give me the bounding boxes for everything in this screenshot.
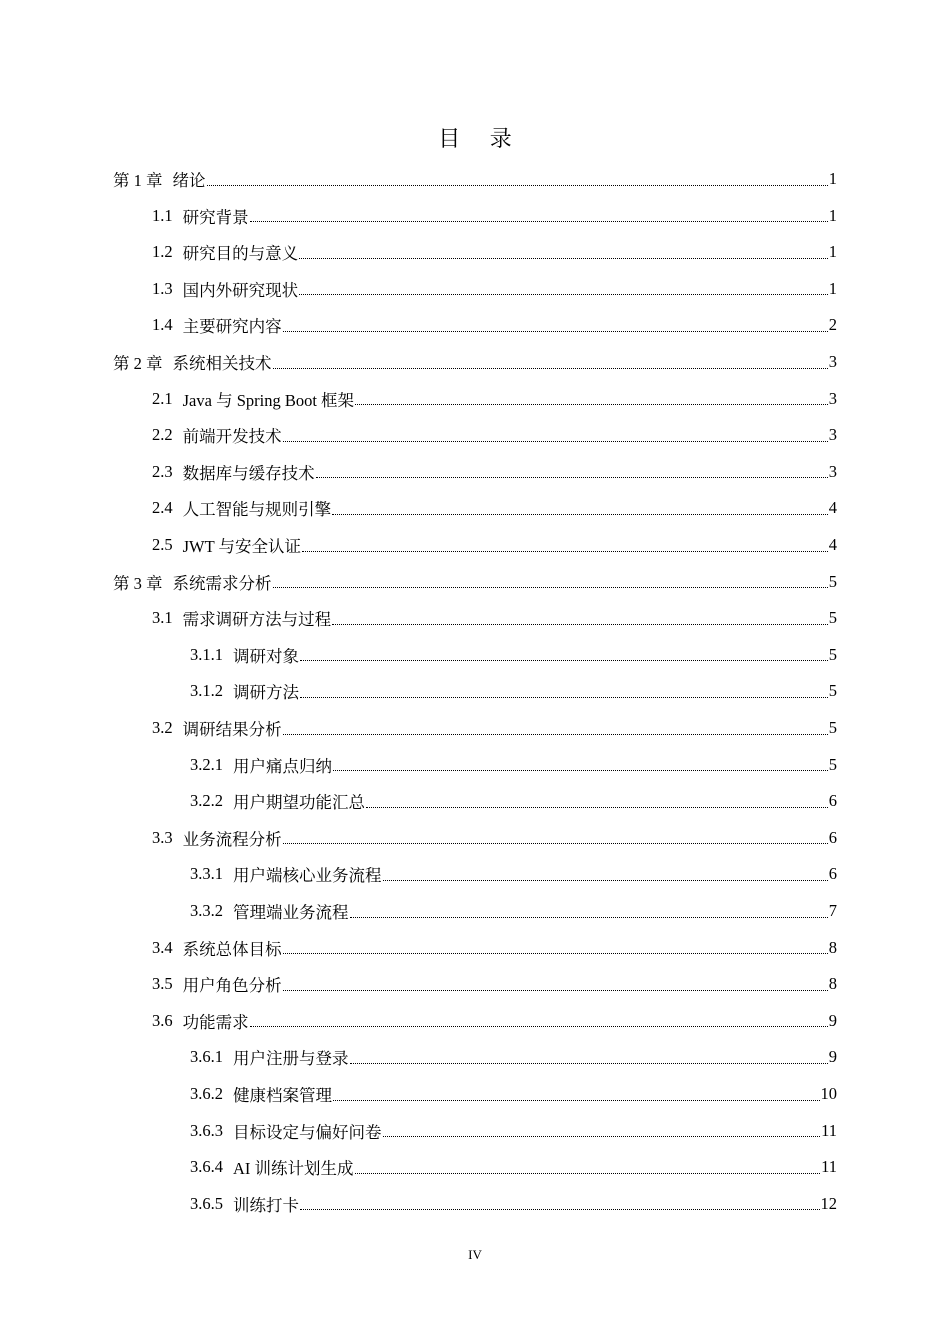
toc-entry[interactable] — [113, 564, 837, 600]
dot-leader — [333, 1100, 820, 1101]
toc-entry-number: 1.2 — [152, 242, 173, 262]
dot-leader — [350, 917, 828, 918]
toc-entry-page: 5 — [828, 718, 837, 737]
toc-entry-page: 4 — [828, 498, 837, 518]
toc-entry-title: 系统总体目标 — [182, 939, 282, 959]
toc-entry-number: 3.3.1 — [190, 864, 223, 884]
toc-entry-number: 3.4 — [152, 937, 173, 957]
toc-entry-page: 11 — [821, 1157, 837, 1177]
toc-entry-page: 10 — [820, 1084, 837, 1103]
toc-entry[interactable] — [113, 344, 837, 380]
toc-entry-title: 前端开发技术 — [182, 427, 282, 447]
toc-entry-title: 绪论 — [172, 171, 206, 190]
toc-entry-title: 用户注册与登录 — [233, 1049, 349, 1069]
toc-entry[interactable] — [152, 710, 837, 746]
dot-leader — [273, 587, 828, 588]
toc-entry-title: Java 与 Spring Boot 框架 — [182, 390, 355, 410]
dot-leader — [333, 770, 828, 771]
toc-entry-page: 5 — [828, 571, 837, 591]
toc-entry[interactable] — [190, 783, 837, 819]
toc-entry-page: 1 — [828, 169, 837, 188]
toc-entry-title: 系统需求分析 — [172, 573, 272, 593]
toc-entry-page: 3 — [828, 461, 837, 481]
toc-entry[interactable] — [190, 1113, 837, 1149]
toc-entry-page: 9 — [828, 1047, 837, 1067]
toc-entry[interactable] — [152, 234, 837, 270]
toc-entry-title: 研究背景 — [182, 207, 249, 227]
toc-entry-number: 第 1 章 — [113, 171, 163, 190]
toc-entry[interactable] — [190, 1039, 837, 1075]
toc-entry-page: 2 — [828, 315, 837, 335]
toc-entry-page: 1 — [828, 205, 837, 225]
toc-entry[interactable] — [152, 930, 837, 966]
toc-entry-page: 1 — [828, 242, 837, 262]
toc-entry-page: 3 — [828, 352, 837, 371]
toc-entry-number: 3.2.2 — [190, 791, 223, 811]
dot-leader — [283, 331, 828, 332]
dot-leader — [383, 1136, 821, 1137]
toc-entry-number: 1.1 — [152, 205, 173, 225]
toc-entry-page: 9 — [828, 1010, 837, 1030]
toc-entry-number: 3.3 — [152, 827, 173, 847]
toc-entry[interactable] — [190, 747, 837, 783]
toc-entry[interactable] — [190, 637, 837, 673]
toc-entry-page: 6 — [828, 827, 837, 847]
toc-entry[interactable] — [152, 1003, 837, 1039]
toc-entry-title: 用户端核心业务流程 — [233, 866, 382, 886]
toc-entry[interactable] — [152, 966, 837, 1002]
toc-entry-number: 3.6.1 — [190, 1047, 223, 1067]
dot-leader — [299, 258, 828, 259]
toc-entry-page: 3 — [828, 388, 837, 408]
toc-entry-title: JWT 与安全认证 — [182, 537, 302, 556]
dot-leader — [350, 1063, 828, 1064]
toc-entry-title: 训练打卡 — [233, 1195, 299, 1215]
dot-leader — [283, 734, 828, 735]
toc-entry-number: 3.2 — [152, 718, 173, 737]
toc-entry-number: 3.6.3 — [190, 1120, 223, 1140]
toc-entry-page: 3 — [828, 425, 837, 445]
toc-entry-title: 系统相关技术 — [172, 354, 272, 373]
toc-entry-title: 目标设定与偏好问卷 — [233, 1122, 382, 1142]
toc-entry[interactable] — [152, 490, 837, 526]
dot-leader — [300, 1209, 820, 1210]
toc-entry-number: 2.4 — [152, 498, 173, 518]
toc-entry-title: 管理端业务流程 — [233, 903, 349, 922]
toc-entry-title: AI 训练计划生成 — [233, 1159, 354, 1179]
toc-entry-page: 8 — [828, 974, 837, 994]
toc-entry-page: 7 — [828, 901, 837, 920]
toc-entry-number: 3.3.2 — [190, 901, 223, 920]
toc-entry[interactable] — [190, 1149, 837, 1185]
dot-leader — [332, 514, 828, 515]
toc-entry[interactable] — [113, 161, 837, 197]
toc-entry-number: 1.4 — [152, 315, 173, 335]
dot-leader — [283, 953, 828, 954]
toc-entry-page: 5 — [828, 644, 837, 664]
toc-entry-title: 调研对象 — [233, 646, 299, 666]
toc-entry-number: 2.1 — [152, 388, 173, 408]
toc-entry[interactable] — [152, 307, 837, 343]
toc-entry[interactable] — [152, 454, 837, 490]
toc-entry-page: 4 — [828, 535, 837, 554]
toc-entry[interactable] — [152, 198, 837, 234]
toc-entry-page: 12 — [820, 1193, 837, 1213]
toc-entry-number: 3.6.2 — [190, 1084, 223, 1103]
toc-entry-number: 3.2.1 — [190, 754, 223, 774]
toc-entry[interactable] — [190, 673, 837, 709]
toc-entry-number: 3.1 — [152, 608, 173, 628]
dot-leader — [273, 368, 828, 369]
toc-entry-title: 研究目的与意义 — [182, 244, 299, 264]
toc-entry-title: 需求调研方法与过程 — [182, 610, 332, 630]
toc-entry-title: 业务流程分析 — [182, 829, 282, 849]
toc-entry-page: 6 — [828, 791, 837, 811]
dot-leader — [283, 441, 828, 442]
dot-leader — [316, 477, 828, 478]
toc-entry-number: 2.2 — [152, 425, 173, 445]
toc-entry-page: 8 — [828, 937, 837, 957]
toc-entry[interactable] — [190, 856, 837, 892]
toc-entry-title: 调研结果分析 — [182, 720, 282, 739]
toc-entry-page: 5 — [828, 754, 837, 774]
toc-entry-title: 功能需求 — [182, 1012, 249, 1032]
dot-leader — [250, 221, 828, 222]
toc-entry-page: 1 — [828, 278, 837, 298]
toc-entry-title: 人工智能与规则引擎 — [182, 500, 332, 520]
toc-entry-page: 6 — [828, 864, 837, 884]
dot-leader — [355, 1173, 821, 1174]
dot-leader — [283, 990, 828, 991]
dot-leader — [383, 880, 828, 881]
toc-entry-number: 3.6 — [152, 1010, 173, 1030]
toc-entry-page: 11 — [821, 1120, 837, 1140]
toc-entry-number: 3.6.5 — [190, 1193, 223, 1213]
toc-entry-number: 1.3 — [152, 278, 173, 298]
dot-leader — [302, 551, 828, 552]
dot-leader — [332, 624, 828, 625]
dot-leader — [300, 697, 828, 698]
toc-entry-number: 3.6.4 — [190, 1157, 223, 1177]
toc-entry-title: 调研方法 — [233, 683, 299, 703]
toc-entry-number: 3.5 — [152, 974, 173, 994]
toc-entry[interactable] — [190, 893, 837, 929]
toc-entry-title: 用户痛点归纳 — [233, 756, 332, 776]
toc-title: 目 录 — [438, 126, 524, 151]
toc-entry[interactable] — [152, 417, 837, 453]
toc-entry-number: 3.1.2 — [190, 681, 223, 701]
dot-leader — [299, 294, 828, 295]
dot-leader — [366, 807, 828, 808]
toc-entry[interactable] — [152, 600, 837, 636]
dot-leader — [355, 404, 828, 405]
dot-leader — [250, 1026, 828, 1027]
toc-entry-title: 数据库与缓存技术 — [182, 463, 315, 483]
toc-entry-number: 第 2 章 — [113, 354, 163, 373]
toc-entry[interactable] — [152, 820, 837, 856]
toc-entry[interactable] — [152, 381, 837, 417]
dot-leader — [300, 660, 828, 661]
toc-entry[interactable] — [190, 1186, 837, 1222]
toc-entry-title: 健康档案管理 — [233, 1086, 332, 1105]
toc-entry-number: 第 3 章 — [113, 573, 163, 593]
toc-entry-title: 用户期望功能汇总 — [233, 793, 365, 813]
page-number: IV — [468, 1247, 482, 1262]
toc-entry[interactable] — [152, 271, 837, 307]
dot-leader — [283, 843, 828, 844]
toc-entry-number: 2.3 — [152, 461, 173, 481]
toc-entry[interactable] — [152, 527, 837, 563]
toc-entry-number: 3.1.1 — [190, 644, 223, 664]
toc-entry-page: 5 — [828, 608, 837, 628]
toc-entry[interactable] — [190, 1076, 837, 1112]
toc-entry-title: 国内外研究现状 — [182, 280, 299, 300]
toc-entry-number: 2.5 — [152, 535, 173, 554]
toc-entry-page: 5 — [828, 681, 837, 701]
dot-leader — [207, 185, 828, 186]
toc-entry-title: 主要研究内容 — [182, 317, 282, 337]
toc-entry-title: 用户角色分析 — [182, 976, 282, 996]
